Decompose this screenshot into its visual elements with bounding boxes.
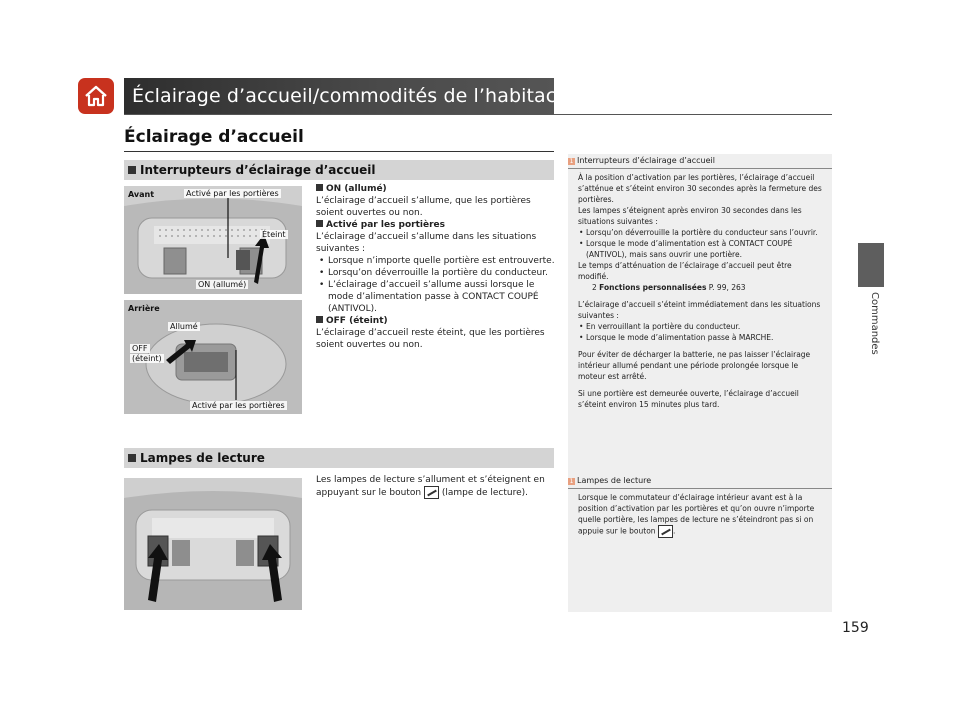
list-item: • L’éclairage d’accueil s’allume aussi lorsque le mode d’alimentation passe à CONTACT COUPÉ (ANTIVOL). <box>316 279 556 315</box>
header-divider <box>124 114 832 115</box>
label-avant: Avant <box>128 190 155 199</box>
square-bullet-icon <box>128 166 136 174</box>
reading-lamp-button-icon <box>424 486 439 499</box>
heading-on: ON (allumé) <box>316 183 556 195</box>
note2-rule <box>568 488 832 489</box>
reading-lamps-text <box>316 474 556 499</box>
subheading-interrupteurs: Interrupteurs d’éclairage d’accueil <box>124 160 554 180</box>
text-doors: L’éclairage d’accueil s’allume dans les situations suivantes : <box>316 232 537 254</box>
home-icon[interactable] <box>78 78 114 114</box>
subheading-lampes: Lampes de lecture <box>124 448 554 468</box>
list-item: • En verrouillant la portière du conducteur. <box>578 321 824 332</box>
chapter-header <box>124 78 574 114</box>
side-tab-label: Commandes <box>869 292 880 355</box>
note1-body: À la position d’activation par les portières, l’éclairage d’accueil s’atténue et s’éteint environ 30 secondes après la fermeture des portières. Les lampes s’éteignent après environ 30 secondes dans les situations suivantes : • Lorsqu’on déverrouille la portière du conducteur sans l’ouvrir. • Lorsque le mode d’alimentation est à CONTACT COUPÉ (ANTIVOL), mais sans ouvrir une portière. Le temps d’atténuation de l’éclairage d’accueil peut être modifié. 2 Fonctions personnalisées P. 99, 263 L’éclairage d’accueil s’éteint immédiatement dans les situations suivantes : • En verrouillant la portière du conducteur. • Lorsque le mode d’alimentation passe à MARCHE. Pour éviter de décharger la batterie, ne pas laisser l’éclairage intérieur allumé pendant une période prolongée lorsque le moteur est arrêté. Si une portière est demeurée ouverte, l’éclairage d’accueil s’éteint environ 15 minutes plus tard. <box>578 172 824 410</box>
label-doors-front: Activé par les portières <box>186 189 279 198</box>
list-item: • Lorsque n’importe quelle portière est entrouverte. <box>316 255 556 267</box>
label-eteint: Éteint <box>262 230 286 239</box>
cross-reference-link[interactable]: 2 Fonctions personnalisées P. 99, 263 <box>592 283 746 292</box>
note-number-icon: 1 <box>569 158 574 165</box>
photo-reading-lamps <box>124 478 302 610</box>
list-item: • Lorsque le mode d’alimentation passe à MARCHE. <box>578 332 824 343</box>
text-on: L’éclairage d’accueil s’allume, que les portières soient ouvertes ou non. <box>316 196 531 218</box>
label-arriere: Arrière <box>128 304 160 313</box>
text-off: L’éclairage d’accueil reste éteint, que les portières soient ouvertes ou non. <box>316 328 545 350</box>
front-console-illustration <box>124 186 302 294</box>
list-item: • Lorsqu’on déverrouille la portière du conducteur. <box>316 267 556 279</box>
section-title: Éclairage d’accueil <box>124 127 304 147</box>
photo-rear-console <box>124 300 302 414</box>
note-number-icon: 1 <box>569 478 574 485</box>
note2-title: 1 Lampes de lecture <box>569 476 652 485</box>
ref-arrow-icon: 2 <box>592 283 597 292</box>
label-allume: Allumé <box>170 322 198 331</box>
photo-front-console <box>124 186 302 294</box>
square-bullet-icon <box>316 220 323 227</box>
list-item: • Lorsque le mode d’alimentation est à CONTACT COUPÉ (ANTIVOL), mais sans ouvrir une portière. <box>578 238 824 260</box>
heading-off: OFF (éteint) <box>316 315 556 327</box>
section-divider <box>124 151 554 152</box>
reading-lamps-illustration <box>124 478 302 610</box>
lampes-text-2: (lampe de lecture). <box>441 488 529 498</box>
note1-title: 1 Interrupteurs d’éclairage d’accueil <box>569 156 715 165</box>
note2-body: Lorsque le commutateur d’éclairage intérieur avant est à la position d’activation par les portières et qu’on ouvre n’importe quelle portière, les lampes de lecture ne s’éteindront pas si on appuie sur le bouton . <box>578 492 824 538</box>
square-bullet-icon <box>316 316 323 323</box>
label-eteint-rear: (éteint) <box>132 354 162 363</box>
switch-modes-text <box>316 183 556 351</box>
heading-doors: Activé par les portières <box>316 219 556 231</box>
page-number: 159 <box>842 620 869 636</box>
side-tab[interactable] <box>858 243 884 287</box>
label-off: OFF <box>132 344 148 353</box>
label-doors-rear: Activé par les portières <box>192 401 285 410</box>
note1-rule <box>568 168 832 169</box>
reading-lamp-button-icon <box>658 525 673 538</box>
lampes-text-1: Les lampes de lecture s’allument et s’éteignent en appuyant sur le bouton <box>316 475 545 498</box>
square-bullet-icon <box>316 184 323 191</box>
square-bullet-icon <box>128 454 136 462</box>
chapter-title: Éclairage d’accueil/commodités de l’habitacle <box>132 85 574 107</box>
label-on-allume: ON (allumé) <box>198 280 247 289</box>
list-item: • Lorsqu’on déverrouille la portière du conducteur sans l’ouvrir. <box>578 227 824 238</box>
